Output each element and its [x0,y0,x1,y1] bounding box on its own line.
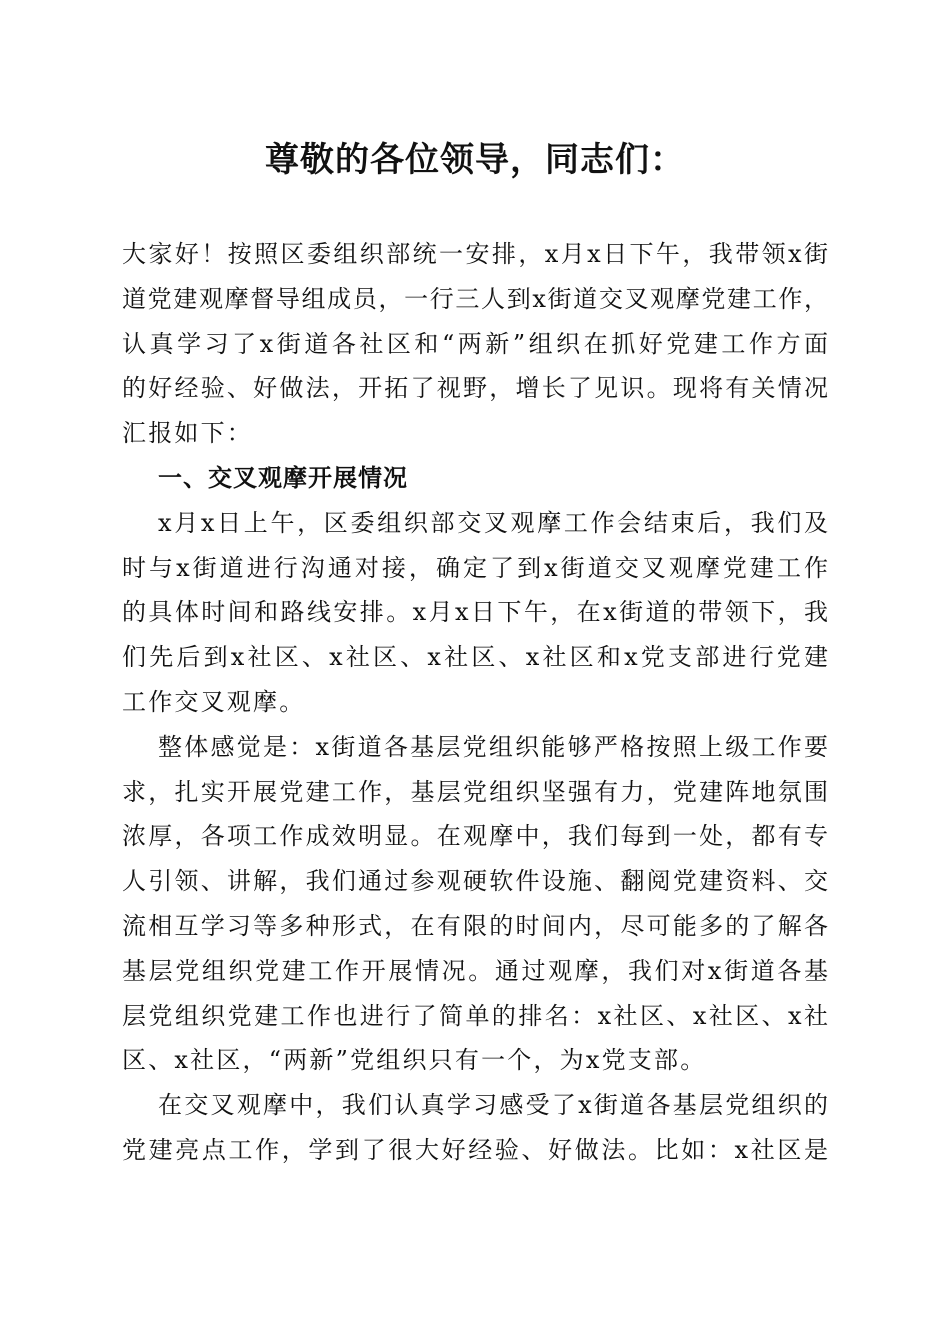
paragraph-line: 流相互学习等多种形式，在有限的时间内，尽可能多的了解各 [122,911,828,940]
paragraph-observation-schedule [122,501,828,725]
paragraph-line: 整体感觉是：x街道各基层党组织能够严格按照上级工作要 [158,732,828,761]
paragraph-line: 时与x街道进行沟通对接，确定了到x街道交叉观摩党建工作 [122,553,828,582]
paragraph-line: 基层党组织党建工作开展情况。通过观摩，我们对x街道各基 [122,956,828,985]
paragraph-line: 的具体时间和路线安排。x月x日下午，在x街道的带领下，我 [122,598,828,627]
paragraph-line: 的好经验、好做法，开拓了视野，增长了见识。现将有关情况 [122,374,828,403]
paragraph-line: 工作交叉观摩。 [122,687,306,716]
paragraph-overall-impression [122,725,828,1083]
paragraph-line: 认真学习了x街道各社区和“两新”组织在抓好党建工作方面 [122,329,828,358]
paragraph-line: 在交叉观摩中，我们认真学习感受了x街道各基层党组织的 [158,1091,828,1120]
paragraph-line: 大家好！按照区委组织部统一安排，x月x日下午，我带领x街 [122,240,828,268]
paragraph-line: x月x日上午，区委组织部交叉观摩工作会结束后，我们及 [158,508,828,537]
section-heading: 一、交叉观摩开展情况 [158,463,408,492]
document-body [122,232,828,1173]
paragraph-line: 浓厚，各项工作成效明显。在观摩中，我们每到一处，都有专 [122,822,828,851]
document-title: 尊敬的各位领导，同志们： [265,140,685,180]
paragraph-line: 求，扎实开展党建工作，基层党组织坚强有力，党建阵地氛围 [122,777,828,806]
paragraph-line: 党建亮点工作，学到了很大好经验、好做法。比如：x社区是 [122,1135,828,1164]
paragraph-line: 道党建观摩督导组成员，一行三人到x街道交叉观摩党建工作， [122,284,828,313]
paragraph-highlights [122,1083,828,1173]
paragraph-line: 汇报如下： [122,419,253,448]
paragraph-intro [122,232,828,456]
paragraph-line: 层党组织党建工作也进行了简单的排名：x社区、x社区、x社 [122,1001,828,1030]
paragraph-line: 们先后到x社区、x社区、x社区、x社区和x党支部进行党建 [122,643,828,672]
paragraph-line: 人引领、讲解，我们通过参观硬软件设施、翻阅党建资料、交 [122,867,828,896]
paragraph-line: 区、x社区，“两新”党组织只有一个，为x党支部。 [122,1046,707,1075]
